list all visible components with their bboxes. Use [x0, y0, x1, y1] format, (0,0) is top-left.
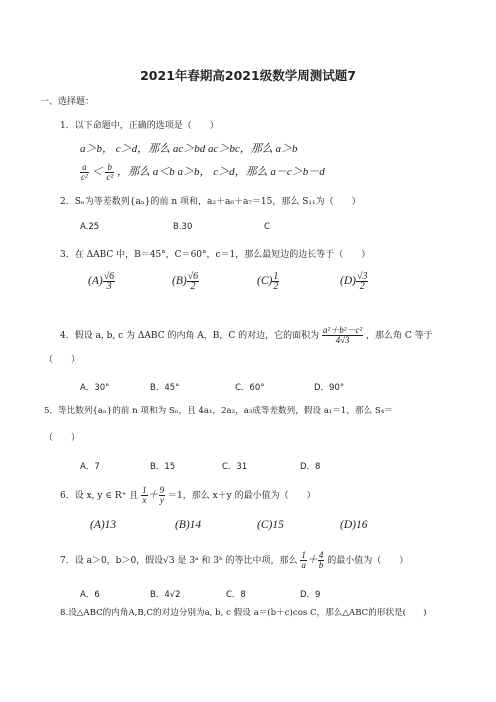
q5-stem: 5．等比数列{aₙ}的前 n 项和为 Sₙ，且 4a₁，2a₂，a₃成等差数列，假设 a₁＝1，那么 S₄＝ — [44, 406, 393, 416]
q2-choice-b: B.30 — [173, 222, 193, 232]
q5-choice-c: C．31 — [222, 462, 248, 472]
q7-choice-c: C．8 — [226, 590, 246, 600]
q5-choice-d: D．8 — [300, 462, 321, 472]
q2-choice-a: A.25 — [80, 222, 100, 232]
q2-stem: 2．Sₙ为等差数列{aₙ}的前 n 项和，a₂＋a₆＋a₇＝15，那么 S₁₁为（ ） — [60, 197, 361, 207]
q4-stem: 4．假设 a, b, c 为 ΔABC 的内角 A，B，C 的对边，它的面积为 $\frac{\text{a²＋b²－c²}}{4√3}$ ，那么角 C 等于 — [60, 325, 433, 345]
q4-choice-d: D．90° — [314, 383, 345, 393]
q7-fraction-2: $\frac{4}{b}$ — [318, 550, 324, 570]
q6-choice-c: (C)15 — [257, 519, 284, 531]
q7-fraction-1: $\frac{1}{a}$ — [301, 550, 306, 570]
q6-choice-d: (D)16 — [340, 519, 368, 531]
section-heading: 一、选择题： — [40, 97, 95, 107]
q7-choice-b: B．4√2 — [150, 590, 181, 600]
q8-stem: 8.设△ABC的内角A,B,C的对边分别为a, b, c 假设 a＝(b＋c)cos C，那么△ABC的形状是( ) — [60, 608, 427, 618]
q4-choice-a: A．30° — [80, 383, 110, 393]
q5-paren: （ ） — [44, 433, 81, 443]
q3-stem: 3．在 ΔABC 中，B＝45°，C＝60°，c＝1，那么最短边的边长等于（ ） — [60, 250, 371, 260]
q1-fraction-b: $\frac{b}{\text{c²}}$ — [106, 162, 114, 182]
q6-choice-b: (B)14 — [175, 519, 202, 531]
q6-fraction-1: $\frac{1}{x}$ — [142, 485, 147, 505]
q4-choice-c: C．60° — [235, 383, 265, 393]
q5-choice-b: B．15 — [150, 462, 176, 472]
q7-choice-a: A．6 — [80, 590, 100, 600]
page-title: 2021年春期高2021级数学周测试题7 — [140, 68, 356, 83]
q1-fraction-a: $\frac{a}{\text{c²}}$ — [81, 162, 88, 182]
q3-choice-b: (B) $\frac{√6}{2}$ — [172, 271, 199, 292]
q1-option-line2: $\frac{a}{\text{c²}}$ ＜ $\frac{b}{\text{c²}}$ ，那么 a＜b a＞b， c＞d，那么 a－c＞b－d — [81, 162, 325, 182]
q6-choice-a: (A)13 — [90, 519, 117, 531]
q5-choice-a: A．7 — [80, 462, 100, 472]
q1-stem: 1．以下命题中，正确的选项是（ ） — [60, 121, 219, 131]
q3-choice-c: (C) $\frac{1}{2}$ — [257, 271, 279, 292]
q4-choice-b: B．45° — [150, 383, 180, 393]
q6-fraction-2: $\frac{9}{y}$ — [159, 485, 165, 505]
q4-paren: （ ） — [44, 355, 81, 365]
q4-area-fraction: $\frac{\text{a²＋b²－c²}}{4√3}$ — [323, 325, 363, 345]
q3-choice-d: (D) $\frac{√3}{2}$ — [340, 271, 368, 292]
q6-stem: 6．设 x, y ∈ R⁺ 且 $\frac{1}{x}$ ＋ $\frac{9}{y}$ ＝1，那么 x＋y 的最小值为（ ） — [60, 485, 316, 505]
q2-choice-c: C — [264, 222, 270, 232]
q3-choice-a: (A) $\frac{√6}{3}$ — [88, 271, 115, 292]
q1-option-line1: a＞b， c＞d，那么 ac＞bd ac＞bc，那么 a＞b — [80, 143, 298, 155]
q7-stem: 7．设 a＞0，b＞0，假设√3 是 3ᵃ 和 3ᵇ 的等比中项，那么 $\frac{1}{a}$ ＋ $\frac{4}{b}$ 的最小值为（ ） — [60, 550, 409, 570]
q7-choice-d: D．9 — [300, 590, 321, 600]
